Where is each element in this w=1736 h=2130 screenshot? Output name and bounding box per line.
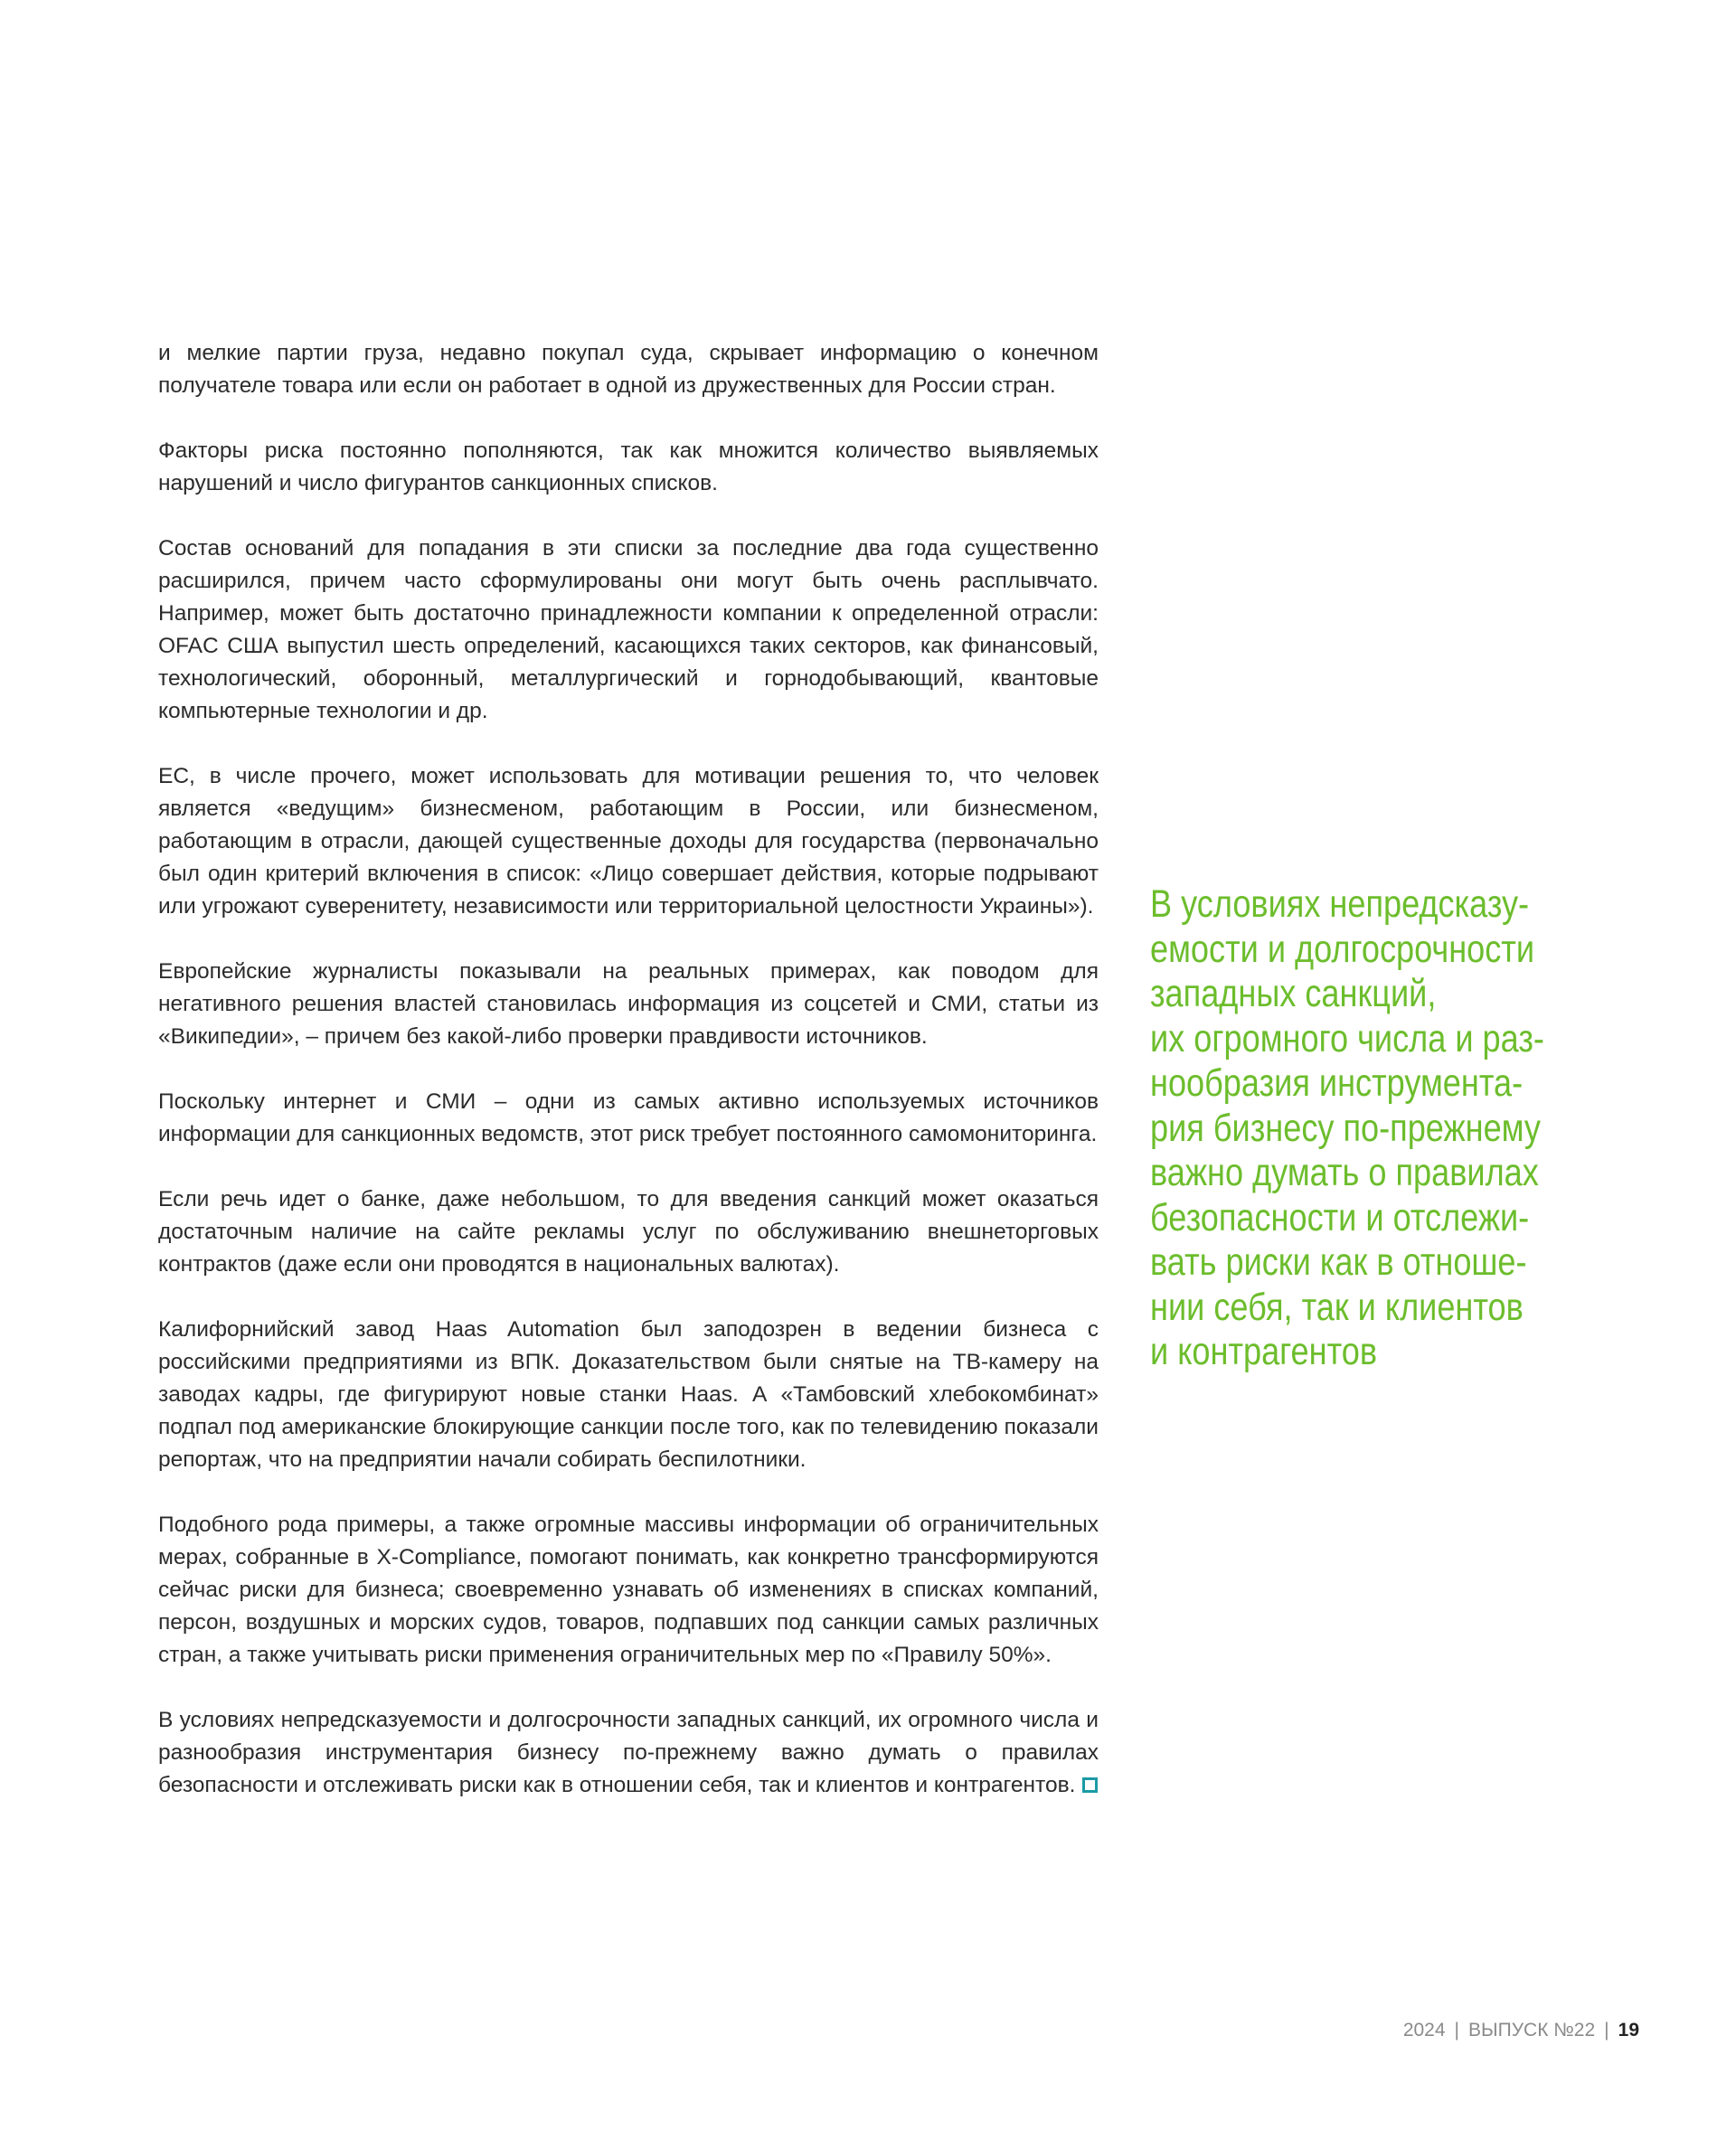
footer-separator: | (1454, 2020, 1460, 2040)
article-paragraph-2: Факторы риска постоянно пополняются, так как множится количество выявляемых нарушений и число фигурантов санкционных списков. (158, 438, 1099, 495)
pull-quote-line: и контрагентов (1150, 1330, 1378, 1373)
footer-year: 2024 (1402, 2020, 1446, 2040)
article-paragraph-5: Европейские журналисты показывали на реальных примерах, как поводом для негативного решения властей становилась информация из соцсетей и СМИ, статьи из «Википедии», – причем без какой-либо проверки правдивости источников. (158, 959, 1099, 1049)
end-of-article-icon (1082, 1777, 1098, 1793)
pull-quote-line: В условиях непредсказу- (1150, 882, 1530, 926)
article-paragraph-9: Подобного рода примеры, а также огромные массивы информации об ограничительных мерах, собранные в X-Compliance, помогают понимать, как конкретно трансформируются сейчас риски для бизнеса; своевременно узнавать об изменениях в списках компаний, персон, воздушных и морских судов, товаров, подпавших под санкции самых различных стран, а также учитывать риски применения ограничительных мер по «Правилу 50%». (158, 1513, 1099, 1667)
pull-quote-line: важно думать о правилах (1150, 1151, 1539, 1194)
article-paragraph-3: Состав оснований для попадания в эти списки за последние два года существенно расширился, причем часто сформулированы они могут быть очень расплывчато. Например, может быть достаточно принадлежности компании к определенной отрасли: OFAC США выпустил шесть определений, касающихся таких секторов, как финансовый, технологический, оборонный, металлургический и горнодобывающий, квантовые компьютерные технологии и др. (158, 536, 1099, 723)
article-paragraph-8: Калифорнийский завод Haas Automation был заподозрен в ведении бизнеса с российскими предприятиями из ВПК. Доказательством были снятые на ТВ-камеру на заводах кадры, где фигурируют новые станки Haas. А «Тамбовский хлебокомбинат» подпал под американские блокирующие санкции после того, как по телевидению показали репортаж, что на предприятии начали собирать беспилотники. (158, 1317, 1099, 1472)
article-paragraph-6: Поскольку интернет и СМИ – одни из самых активно используемых источников информации для санкционных ведомств, этот риск требует постоянного самомониторинга. (158, 1089, 1099, 1146)
pull-quote-line: нообразия инструмента- (1150, 1061, 1524, 1105)
page-number: 19 (1618, 2020, 1639, 2040)
article-paragraph-10 (158, 1704, 1099, 1802)
article-paragraph-10-text: В условиях непредсказуемости и долгосрочности западных санкций, их огромного числа и разнообразия инструментария бизнесу по-прежнему важно думать о правилах безопасности и отслеживать риски как в отношении себя, так и клиентов и контрагентов. (158, 1708, 1099, 1797)
pull-quote-line: вать риски как в отноше- (1150, 1240, 1527, 1284)
pull-quote-line: нии себя, так и клиентов (1150, 1285, 1524, 1329)
page-footer (1403, 2020, 1639, 2041)
pull-quote-line: безопасности и отслежи- (1150, 1195, 1530, 1239)
pull-quote-line: рия бизнесу по-прежнему (1150, 1106, 1541, 1150)
pull-quote-line: западных санкций, (1150, 972, 1437, 1015)
article-body (158, 337, 1099, 1834)
article-paragraph-4: ЕС, в числе прочего, может использовать для мотивации решения то, что человек является «ведущим» бизнесменом, работающим в России, или бизнесменом, работающим в отрасли, дающей существенные доходы для государства (первоначально был один критерий включения в список: «Лицо совершает действия, которые подрывают или угрожают суверенитету, независимости или территориальной целостности Украины»). (158, 764, 1099, 919)
pull-quote (1150, 882, 1545, 1375)
article-paragraph-7: Если речь идет о банке, даже небольшом, то для введения санкций может оказаться достаточным наличие на сайте рекламы услуг по обслуживанию внешнеторговых контрактов (даже если они проводятся в национальных валютах). (158, 1187, 1099, 1277)
article-paragraph-1: и мелкие партии груза, недавно покупал суда, скрывает информацию о конечном получателе товара или если он работает в одной из дружественных для России стран. (158, 341, 1099, 398)
pull-quote-line: их огромного числа и раз- (1150, 1016, 1544, 1060)
pull-quote-line: емости и долгосрочности (1150, 927, 1535, 971)
footer-separator: | (1604, 2020, 1609, 2040)
footer-issue: ВЫПУСК №22 (1468, 2020, 1596, 2040)
